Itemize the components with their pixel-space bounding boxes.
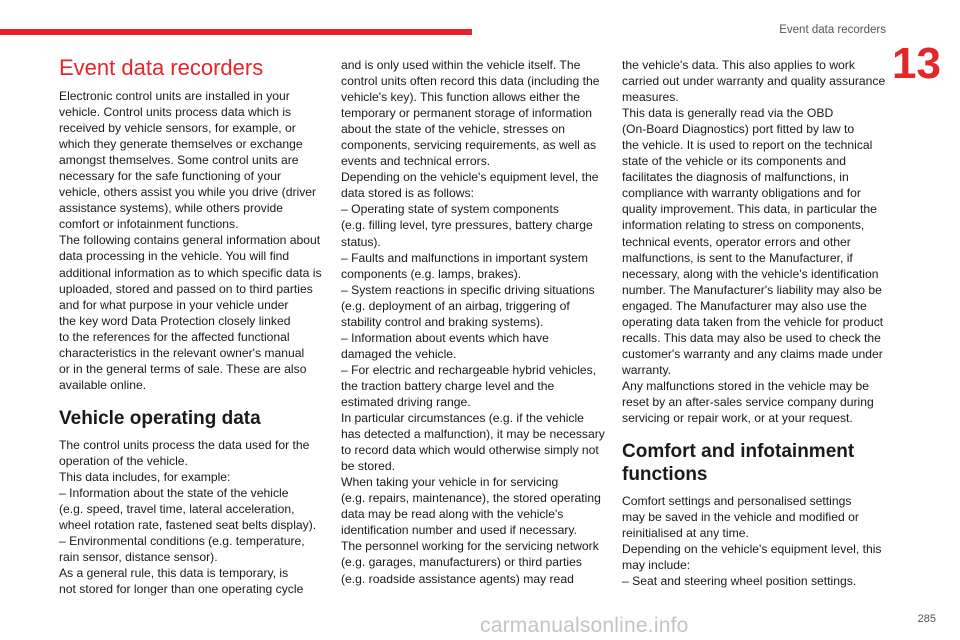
header-accent-bar bbox=[0, 29, 472, 35]
text-line: engaged. The Manufacturer may also use the bbox=[622, 298, 867, 313]
text-line: be stored. bbox=[341, 459, 395, 474]
section-heading-vehicle-operating-data: Vehicle operating data bbox=[59, 407, 261, 429]
text-line: additional information as to which specific data is bbox=[59, 265, 322, 280]
text-line: Depending on the vehicle's equipment level, this bbox=[622, 542, 882, 557]
text-line: estimated driving range. bbox=[341, 394, 471, 409]
text-line: The following contains general information about bbox=[59, 233, 321, 248]
text-line: to the references for the affected functional bbox=[59, 329, 290, 344]
column-1 bbox=[59, 54, 327, 597]
text-line: components, servicing requirements, as well as bbox=[341, 138, 597, 153]
text-line: data stored is as follows: bbox=[341, 186, 474, 201]
text-line: the vehicle's data. This also applies to work bbox=[622, 58, 855, 72]
page-number: 285 bbox=[917, 613, 936, 625]
text-line: the vehicle. It is used to report on the technical bbox=[622, 138, 873, 153]
text-line: – Seat and steering wheel position settings. bbox=[622, 574, 857, 589]
heading-line: functions bbox=[622, 464, 708, 486]
text-line: This data is generally read via the OBD bbox=[622, 106, 834, 121]
text-line: – For electric and rechargeable hybrid vehicles, bbox=[341, 362, 597, 377]
text-line: not stored for longer than one operating cycle bbox=[59, 582, 304, 597]
text-line: servicing or repair work, or at your request. bbox=[622, 411, 853, 426]
text-line: – Information about the state of the vehicle bbox=[59, 486, 289, 501]
text-line: (On-Board Diagnostics) port fitted by law to bbox=[622, 122, 855, 137]
text-line: reinitialised at any time. bbox=[622, 526, 749, 541]
text-line: available online. bbox=[59, 377, 147, 392]
text-line: vehicle. Control units process data which is bbox=[59, 105, 292, 120]
text-line: and is only used within the vehicle itself. The bbox=[341, 58, 581, 72]
text-line: Any malfunctions stored in the vehicle may be bbox=[622, 378, 869, 393]
page-title: Event data recorders bbox=[59, 55, 264, 80]
text-line: In particular circumstances (e.g. if the vehicle bbox=[341, 411, 584, 426]
chapter-number: 13 bbox=[892, 39, 941, 88]
text-line: events and technical errors. bbox=[341, 154, 491, 169]
text-line: status). bbox=[341, 234, 381, 249]
text-line: (e.g. speed, travel time, lateral acceleration, bbox=[59, 502, 295, 517]
text-line: temporary or permanent storage of information bbox=[341, 106, 593, 121]
text-line: stability control and braking systems). bbox=[341, 314, 544, 329]
text-line: warranty. bbox=[622, 362, 672, 377]
text-line: which they generate themselves or exchange bbox=[59, 137, 303, 152]
text-line: This data includes, for example: bbox=[59, 469, 231, 484]
text-line: may be saved in the vehicle and modified or bbox=[622, 510, 859, 525]
text-line: (e.g. garages, manufacturers) or third parties bbox=[341, 555, 582, 570]
text-line: the key word Data Protection closely linked bbox=[59, 313, 291, 328]
text-line: malfunctions, is sent to the Manufacturer, if bbox=[622, 250, 853, 265]
text-line: assistance systems), while others provide bbox=[59, 201, 284, 216]
text-line: characteristics in the relevant owner's manual bbox=[59, 345, 305, 360]
text-line: uploaded, stored and passed on to third parties bbox=[59, 281, 313, 296]
text-line: rain sensor, distance sensor). bbox=[59, 550, 218, 565]
text-line: state of the vehicle or its components and bbox=[622, 154, 847, 169]
text-line: or in the general terms of sale. These are also bbox=[59, 361, 307, 376]
text-line: control units often record this data (including the bbox=[341, 74, 600, 89]
text-line: has detected a malfunction), it may be necessary bbox=[341, 427, 605, 442]
text-line: damaged the vehicle. bbox=[341, 346, 457, 361]
text-line: operation of the vehicle. bbox=[59, 453, 188, 468]
text-line: Electronic control units are installed in your bbox=[59, 89, 290, 103]
text-line: (e.g. repairs, maintenance), the stored operating bbox=[341, 491, 601, 506]
text-line: data may be read along with the vehicle's bbox=[341, 507, 564, 522]
heading-line: Comfort and infotainment bbox=[622, 441, 855, 463]
text-line: (e.g. deployment of an airbag, triggering of bbox=[341, 298, 570, 313]
vehicle-operating-paragraph bbox=[59, 437, 327, 597]
text-line: number. The Manufacturer's liability may also be bbox=[622, 282, 882, 297]
text-line: operating data taken from the vehicle for product bbox=[622, 314, 884, 329]
column-2 bbox=[341, 57, 609, 587]
text-line: necessary for the safe functioning of your bbox=[59, 169, 282, 184]
running-header-title: Event data recorders bbox=[779, 24, 886, 36]
text-line: – Faults and malfunctions in important system bbox=[341, 250, 588, 265]
text-line: recalls. This data may also be used to check the bbox=[622, 330, 881, 345]
text-line: carried out under warranty and quality assurance bbox=[622, 74, 886, 89]
text-line: customer's warranty and any claims made under bbox=[622, 346, 883, 361]
text-line: quality improvement. This data, in particular the bbox=[622, 202, 877, 217]
text-line: compliance with warranty obligations and for bbox=[622, 186, 861, 201]
text-line: (e.g. filling level, tyre pressures, battery charge bbox=[341, 218, 593, 233]
text-line: As a general rule, this data is temporary, is bbox=[59, 566, 289, 581]
text-line: necessary, along with the vehicle's identification bbox=[622, 266, 879, 281]
text-line: reset by an after-sales service company during bbox=[622, 394, 874, 409]
text-line: comfort or infotainment functions. bbox=[59, 217, 239, 232]
text-line: components (e.g. lamps, brakes). bbox=[341, 266, 522, 281]
text-line: and for what purpose in your vehicle under bbox=[59, 297, 289, 312]
text-line: technical events, operator errors and other bbox=[622, 234, 851, 249]
column-3 bbox=[622, 57, 890, 589]
text-line: – System reactions in specific driving situations bbox=[341, 282, 595, 297]
text-line: about the state of the vehicle, stresses on bbox=[341, 122, 566, 137]
text-line: data processing in the vehicle. You will find bbox=[59, 249, 290, 264]
text-line: The personnel working for the servicing network bbox=[341, 539, 599, 554]
text-line: identification number and used if necessary. bbox=[341, 523, 577, 538]
text-line: – Environmental conditions (e.g. temperature, bbox=[59, 534, 305, 549]
text-line: When taking your vehicle in for servicing bbox=[341, 475, 559, 490]
text-line: Depending on the vehicle's equipment level, the bbox=[341, 170, 599, 185]
text-line: Comfort settings and personalised settings bbox=[622, 494, 852, 509]
text-line: may include: bbox=[622, 558, 691, 573]
text-line: (e.g. roadside assistance agents) may read bbox=[341, 571, 574, 586]
section-heading-comfort-infotainment bbox=[622, 440, 890, 486]
text-line: vehicle's key). This function allows either the bbox=[341, 90, 580, 105]
text-line: The control units process the data used for the bbox=[59, 437, 310, 452]
intro-paragraph bbox=[59, 88, 327, 393]
text-line: vehicle, others assist you while you drive (driver bbox=[59, 185, 317, 200]
text-line: – Information about events which have bbox=[341, 330, 549, 345]
text-line: received by vehicle sensors, for example, or bbox=[59, 121, 296, 136]
text-line: the traction battery charge level and the bbox=[341, 378, 555, 393]
text-line: to record data which would otherwise simply not bbox=[341, 443, 599, 458]
text-line: wheel rotation rate, fastened seat belts display). bbox=[59, 518, 317, 533]
text-line: facilitates the diagnosis of malfunctions, in bbox=[622, 170, 849, 185]
text-line: information relating to stress on components, bbox=[622, 218, 865, 233]
text-line: measures. bbox=[622, 90, 679, 105]
text-line: – Operating state of system components bbox=[341, 202, 559, 217]
watermark-text: carmanualsonline.info bbox=[480, 614, 689, 637]
text-line: amongst themselves. Some control units are bbox=[59, 153, 299, 168]
